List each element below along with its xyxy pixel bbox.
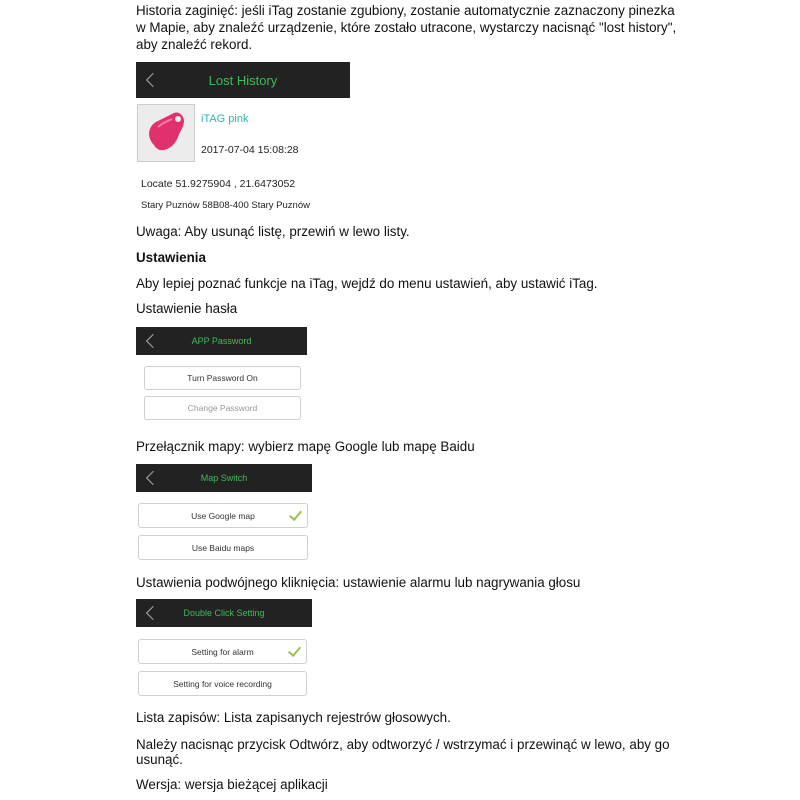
intro-line-2: w Mapie, aby znaleźć urządzenie, które zostało utracone, wystarczy nacisnąć "lost history", — [136, 20, 677, 35]
use-google-map-label: Use Google map — [191, 510, 255, 521]
back-chevron-icon[interactable] — [146, 73, 160, 87]
app-password-header — [136, 327, 307, 355]
use-baidu-maps-label: Use Baidu maps — [191, 542, 255, 553]
double-click-text: Ustawienia podwójnego kliknięcia: ustawienie alarmu lub nagrywania głosu — [136, 575, 581, 590]
change-password-label: Change Password — [187, 403, 258, 413]
locate-coordinates: Locate 51.9275904 , 21.6473052 — [141, 178, 296, 190]
intro-line-1: Historia zaginięć: jeśli iTag zostanie zgubiony, zostanie automatycznie zaznaczony pinezka — [136, 3, 675, 18]
version-text: Wersja: wersja bieżącej aplikacji — [136, 777, 328, 792]
double-click-title: Double Click Setting — [183, 608, 265, 618]
double-click-header — [136, 599, 312, 627]
records-text: Lista zapisów: Lista zapisanych rejestrów głosowych. — [136, 710, 451, 725]
itag-thumbnail[interactable] — [137, 104, 195, 162]
app-password-title: APP Password — [191, 336, 252, 346]
checkmark-icon — [289, 507, 302, 521]
play-text-line-2: usunąć. — [136, 752, 183, 767]
setting-for-voice-label: Setting for voice recording — [173, 678, 272, 689]
back-chevron-icon[interactable] — [146, 606, 160, 620]
map-switch-header — [136, 464, 312, 492]
use-google-map-button[interactable] — [138, 503, 308, 528]
lost-address: Stary Puznów 58B08-400 Stary Puznów — [141, 200, 310, 211]
setting-for-alarm-label: Setting for alarm — [191, 646, 254, 657]
delete-note: Uwaga: Aby usunąć listę, przewiń w lewo listy. — [136, 224, 410, 239]
back-chevron-icon[interactable] — [146, 334, 160, 348]
setting-for-voice-button[interactable] — [138, 671, 307, 696]
use-baidu-maps-button[interactable] — [138, 535, 308, 560]
checkmark-icon — [288, 643, 301, 657]
intro-line-3: aby znaleźć rekord. — [136, 37, 253, 52]
password-label: Ustawienie hasła — [136, 301, 238, 316]
setting-for-alarm-button[interactable] — [138, 639, 307, 664]
itag-device-image — [138, 105, 194, 161]
turn-password-on-button[interactable] — [144, 366, 301, 390]
settings-intro: Aby lepiej poznać funkcje na iTag, wejdź do menu ustawień, aby ustawić iTag. — [136, 276, 598, 291]
turn-password-on-label: Turn Password On — [187, 373, 258, 383]
lost-timestamp: 2017-07-04 15:08:28 — [201, 144, 299, 156]
back-chevron-icon[interactable] — [146, 471, 160, 485]
lost-history-header — [136, 62, 350, 98]
map-switch-text: Przełącznik mapy: wybierz mapę Google lub mapę Baidu — [136, 439, 475, 454]
settings-heading: Ustawienia — [136, 250, 206, 265]
map-switch-title: Map Switch — [200, 473, 248, 483]
device-name[interactable]: iTAG pink — [201, 113, 249, 125]
change-password-button[interactable] — [144, 396, 301, 420]
lost-history-title: Lost History — [208, 72, 278, 88]
play-text-line-1: Należy nacisnąc przycisk Odtwórz, aby odtworzyć / wstrzymać i przewinąć w lewo, aby go — [136, 737, 670, 752]
